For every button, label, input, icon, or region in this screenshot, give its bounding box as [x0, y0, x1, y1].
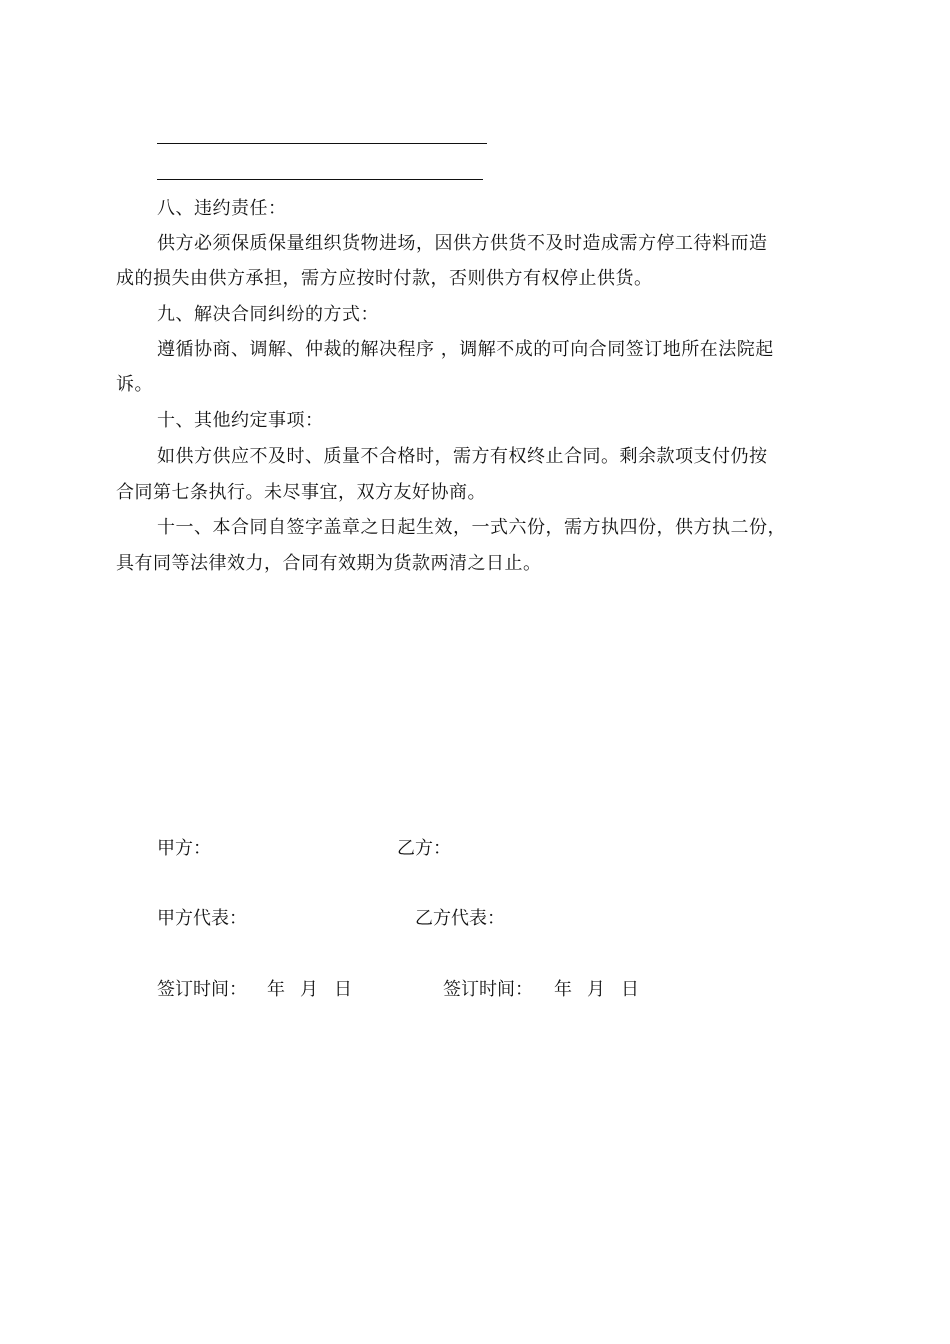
section-8-heading: 八、违约责任： [157, 198, 287, 219]
section-9-body-line-1: 遵循协商、调解、仲裁的解决程序 ，调解不成的可向合同签订地所在法院起 [157, 339, 774, 360]
section-11-body-line-1: 十一、本合同自签字盖章之日起生效，一式六份，需方执四份，供方执二份， [157, 517, 786, 538]
party-b-rep-label: 乙方代表： [415, 908, 505, 929]
section-9-body-line-2: 诉。 [116, 374, 153, 395]
section-11-body-line-2: 具有同等法律效力，合同有效期为货款两清之日止。 [116, 553, 542, 574]
party-a-date-day: 日 [334, 979, 352, 1000]
party-a-date-year: 年 [267, 979, 285, 1000]
section-9-heading: 九、解决合同纠纷的方式： [157, 304, 379, 325]
section-8-body-line-1: 供方必须保质保量组织货物进场，因供方供货不及时造成需方停工待料而造 [157, 233, 768, 254]
party-b-date-year: 年 [554, 979, 572, 1000]
section-10-heading: 十、其他约定事项： [157, 410, 324, 431]
blank-line-2 [157, 179, 483, 180]
party-a-date-label: 签订时间： [157, 979, 247, 1000]
party-b-date-day: 日 [621, 979, 639, 1000]
party-b-label: 乙方： [397, 838, 451, 859]
party-b-date-month: 月 [587, 979, 605, 1000]
section-8-body-line-2: 成的损失由供方承担，需方应按时付款，否则供方有权停止供货。 [116, 268, 653, 289]
party-b-date-label: 签订时间： [443, 979, 533, 1000]
section-10-body-line-2: 合同第七条执行。未尽事宜，双方友好协商。 [116, 482, 486, 503]
party-a-date-month: 月 [300, 979, 318, 1000]
section-10-body-line-1: 如供方供应不及时、质量不合格时，需方有权终止合同。剩余款项支付仍按 [157, 446, 768, 467]
party-a-label: 甲方： [157, 838, 211, 859]
blank-line-1 [157, 143, 487, 144]
party-a-rep-label: 甲方代表： [157, 908, 247, 929]
